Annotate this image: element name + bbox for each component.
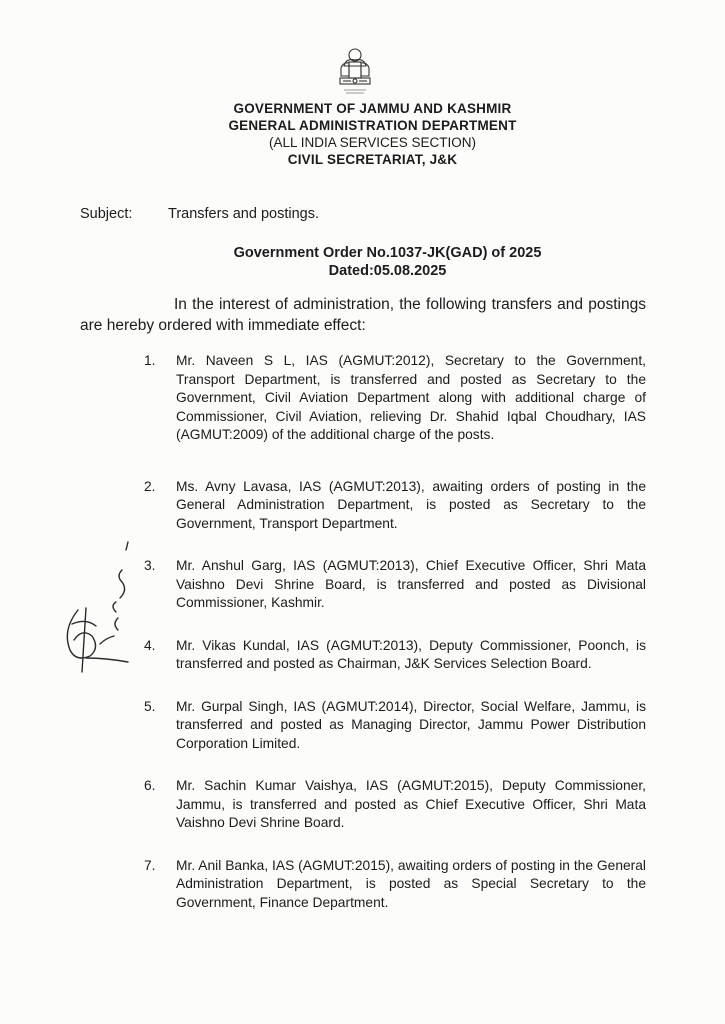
item-text: Mr. Gurpal Singh, IAS (AGMUT:2014), Director, Social Welfare, Jammu, is transferred and posted as Managing Director, Jammu Power Distribution Corporation Limited. [176,698,646,751]
subject-label: Subject: [80,206,133,222]
item-text: Mr. Sachin Kumar Vaishya, IAS (AGMUT:2015), Deputy Commissioner, Jammu, is transferred and posted as Chief Executive Officer, Shri Mata Vaishno Devi Shrine Board. [176,778,646,830]
section-title: (ALL INDIA SERVICES SECTION) [268,135,477,150]
national-emblem-icon [332,46,378,98]
list-item [144,637,646,674]
list-item [144,857,646,913]
item-text: Mr. Anshul Garg, IAS (AGMUT:2013), Chief Executive Officer, Shri Mata Vaishno Devi Shrine Board, is transferred and posted as Divisional Commissioner, Kashmir. [176,558,646,610]
item-text: Mr. Naveen S L, IAS (AGMUT:2012), Secretary to the Government, Transport Department, is transferred and posted as Secretary to the Government, Civil Aviation Department along with additional charge of Commissioner, Civil Aviation, relieving Dr. Shahid Iqbal Choudhary, IAS (AGMUT:2009) of the additional charge of the posts. [176,353,646,442]
list-item [144,557,646,613]
order-date: Dated:05.08.2025 [328,263,447,279]
item-number: 3. [144,558,156,573]
item-text: Mr. Vikas Kundal, IAS (AGMUT:2013), Deputy Commissioner, Poonch, is transferred and posted as Chairman, J&K Services Selection Board. [176,637,646,671]
list-item [144,478,646,534]
government-title: GOVERNMENT OF JAMMU AND KASHMIR [233,101,512,116]
subject-text: Transfers and postings. [168,206,319,222]
handwritten-signature [56,540,136,680]
item-number: 1. [144,353,156,368]
department-title: GENERAL ADMINISTRATION DEPARTMENT [228,118,517,133]
item-text: Ms. Avny Lavasa, IAS (AGMUT:2013), awaiting orders of posting in the General Administration Department, is posted as Secretary to the Government, Transport Department. [176,478,646,531]
list-item [144,777,646,833]
item-number: 2. [144,478,156,494]
item-number: 6. [144,778,156,793]
letterhead [0,100,725,168]
item-text: Mr. Anil Banka, IAS (AGMUT:2015), awaiting orders of posting in the General Administration Department, is posted as Special Secretary to the Government, Finance Department. [176,857,646,910]
order-items-list [144,352,646,912]
item-number: 5. [144,698,156,714]
list-item [144,698,646,754]
order-heading [0,244,725,280]
order-number: Government Order No.1037-JK(GAD) of 2025 [233,245,542,261]
secretariat-title: CIVIL SECRETARIAT, J&K [287,152,458,167]
item-number: 7. [144,857,156,873]
intro-paragraph: In the interest of administration, the following transfers and postings are hereby ordered with immediate effect: [80,296,646,334]
item-number: 4. [144,637,156,653]
list-item [144,352,646,445]
subject-line [80,206,319,222]
